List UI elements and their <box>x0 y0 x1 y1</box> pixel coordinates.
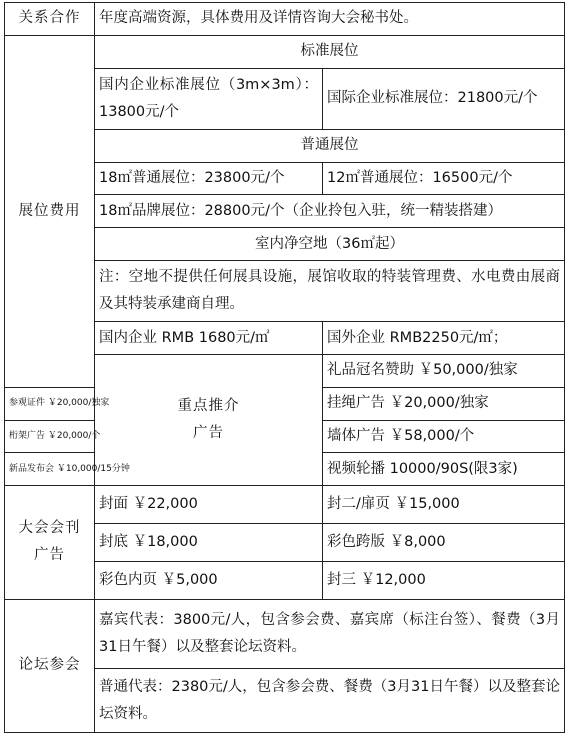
journal-item: 封三 ￥12,000 <box>323 561 565 599</box>
space-header: 室内净空地（36㎡起） <box>95 228 565 261</box>
row-relation <box>5 3 565 36</box>
row-booth-standard-header <box>5 35 565 68</box>
journal-item: 封面 ￥22,000 <box>95 486 323 524</box>
relation-text: 年度高端资源，具体费用及详情咨询大会秘书处。 <box>95 3 565 36</box>
journal-label <box>5 486 95 600</box>
ordinary-booth-12: 12㎡普通展位：16500元/个 <box>323 162 565 195</box>
forum-vip: 嘉宾代表：3800元/人，包含参会费、嘉宾席（标注台签）、餐费（3月31日午餐）以及整套论坛资料。 <box>95 599 565 669</box>
standard-booth-header: 标准展位 <box>95 35 565 68</box>
ordinary-booth-18: 18㎡普通展位：23800元/个 <box>95 162 323 195</box>
promo-label-line2: 广告 <box>193 425 224 442</box>
space-price-domestic: 国内企业 RMB 1680元/㎡ <box>95 322 323 355</box>
forum-label: 论坛参会 <box>5 599 95 732</box>
journal-item: 封底 ￥18,000 <box>95 523 323 561</box>
brand-booth-18: 18㎡品牌展位：28800元/个（企业拎包入驻，统一精装搭建） <box>95 195 565 228</box>
promo-item: 参观证件 ￥20,000/独家 <box>5 387 95 420</box>
promo-item: 墙体广告 ￥58,000/个 <box>323 420 565 453</box>
journal-item: 封二/扉页 ￥15,000 <box>323 486 565 524</box>
promo-item: 视频轮播 10000/90S(限3家) <box>323 453 565 486</box>
promo-item: 挂绳广告 ￥20,000/独家 <box>323 387 565 420</box>
row-forum-vip <box>5 599 565 669</box>
journal-label-line2: 广告 <box>34 547 65 564</box>
fee-table <box>4 2 565 733</box>
ordinary-booth-header: 普通展位 <box>95 129 565 162</box>
journal-row <box>5 486 565 524</box>
booth-label: 展位费用 <box>5 35 95 387</box>
space-note: 注：空地不提供任何展具设施，展馆收取的特装管理费、水电费由展商及其特装承建商自理。 <box>95 260 565 321</box>
promo-item: 新品发布会 ￥10,000/15分钟 <box>5 453 95 486</box>
promo-label-line1: 重点推介 <box>177 398 240 415</box>
standard-booth-domestic: 国内企业标准展位（3m×3m）：13800元/个 <box>95 68 323 129</box>
relation-label: 关系合作 <box>5 3 95 36</box>
journal-label-line1: 大会会刊 <box>18 520 81 537</box>
journal-item: 彩色内页 ￥5,000 <box>95 561 323 599</box>
promo-item: 礼品冠名赞助 ￥50,000/独家 <box>323 355 565 388</box>
standard-booth-international: 国际企业标准展位：21800元/个 <box>323 68 565 129</box>
space-price-international: 国外企业 RMB2250元/㎡； <box>323 322 565 355</box>
forum-regular: 普通代表：2380元/人，包含参会费、餐费（3月31日午餐）以及整套论坛资料。 <box>95 669 565 733</box>
promo-item: 桁架广告 ￥20,000/个 <box>5 420 95 453</box>
journal-item: 彩色跨版 ￥8,000 <box>323 523 565 561</box>
